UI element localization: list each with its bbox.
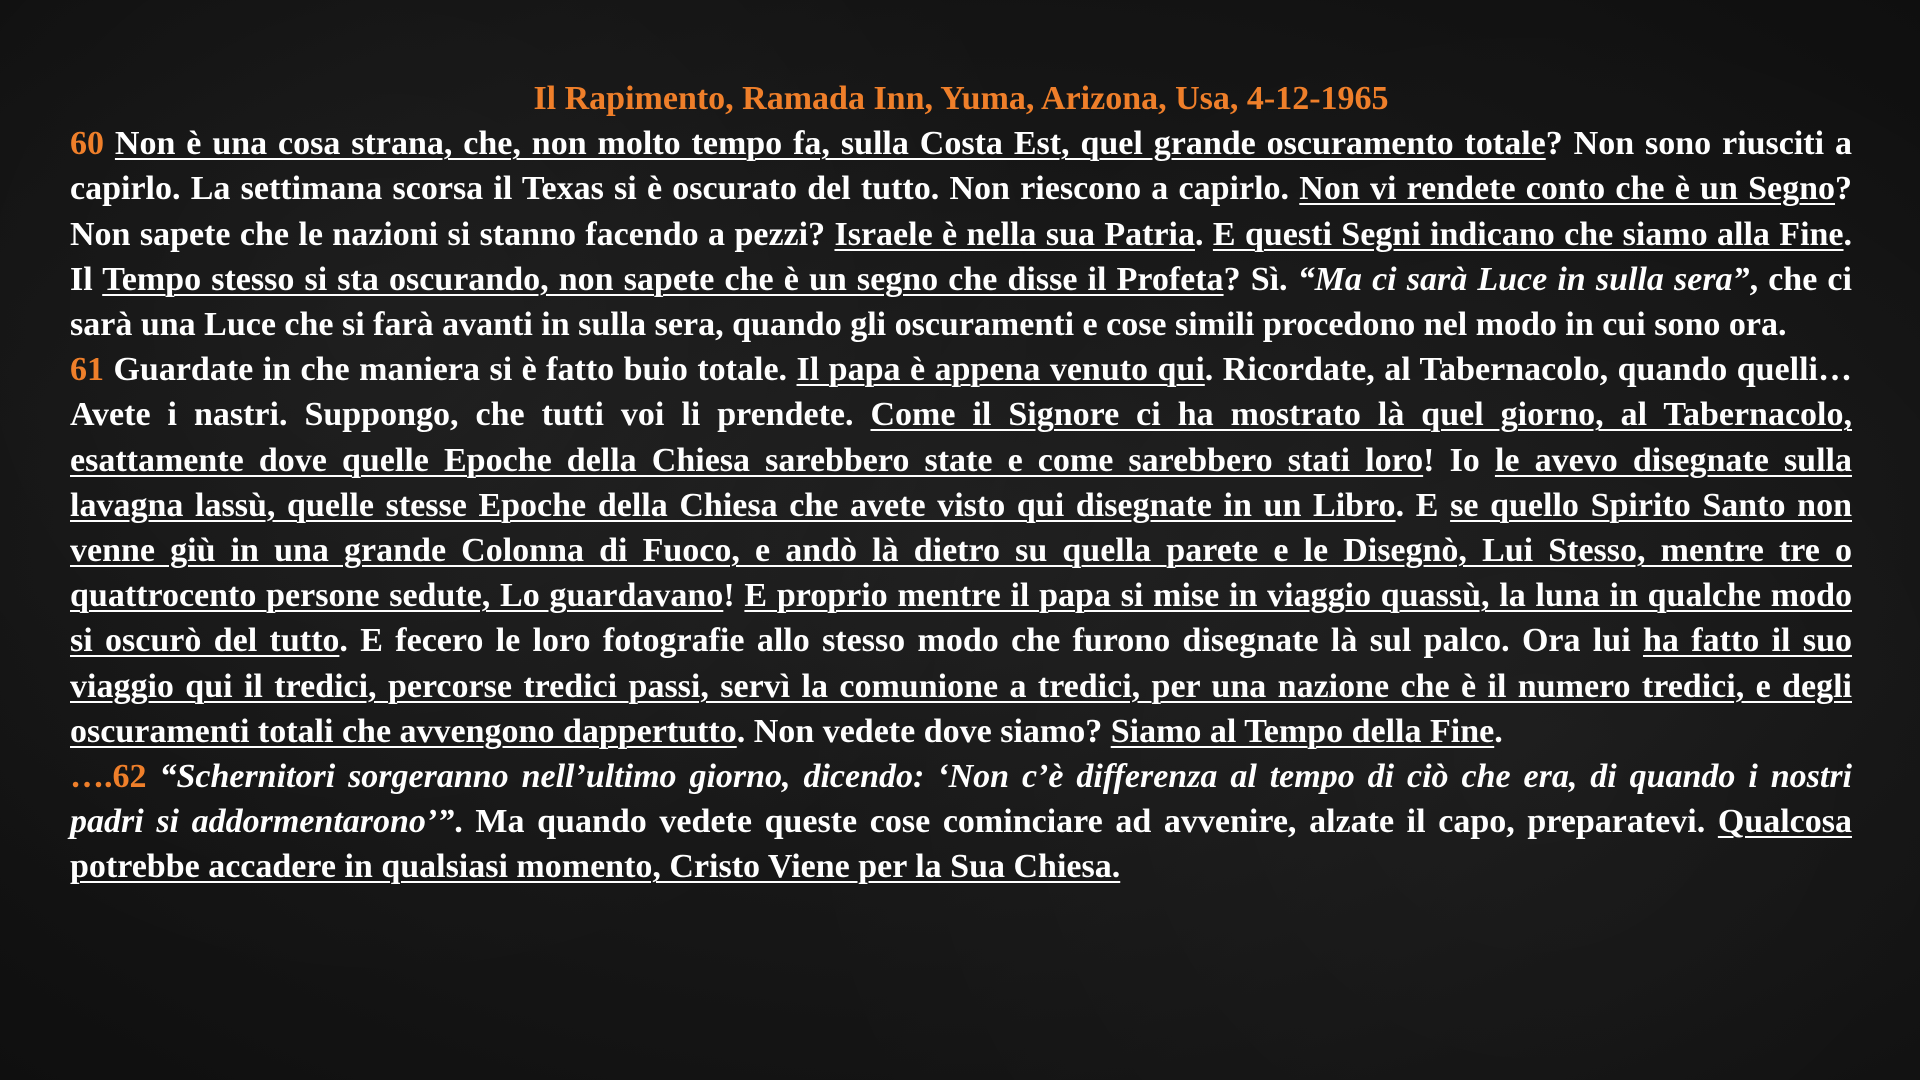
text-segment: ! Io [1423, 441, 1495, 479]
paragraph-number: ….62 [70, 758, 147, 796]
text-segment: . Non vedete dove siamo? [736, 712, 1111, 750]
text-segment: . E [1395, 486, 1451, 524]
slide [70, 76, 1852, 890]
page-title: Il Rapimento, Ramada Inn, Yuma, Arizona, Usa, 4-12-1965 [533, 80, 1389, 117]
underlined-text: Tempo stesso si sta oscurando, non sapete che è un segno che disse il Profeta [102, 260, 1224, 298]
underlined-text: E proprio mentre il papa si mise in viaggio quassù, la luna in qualche modo si oscurò del tutto [70, 577, 1852, 660]
underlined-text: se quello Spirito Santo non venne giù in una grande Colonna di Fuoco, e andò là dietro su quella parete e le Disegnò, Lui Stesso, mentre tre o quattrocento persone sedute, Lo guardavano [70, 486, 1852, 615]
underlined-text: E questi Segni indicano che siamo alla Fine [1212, 215, 1844, 253]
text-segment: Guardate in che maniera si è fatto buio totale. [113, 351, 797, 389]
paragraph [70, 121, 1852, 347]
text-segment: , che ci sarà una Luce che si farà avanti in sulla sera, quando gli oscuramenti e cose simili procedono nel modo in cui sono ora. [70, 260, 1852, 344]
text-segment: . Ricordate, al Tabernacolo, quando quelli… Avete i nastri. Suppongo, che tutti voi li prendete. [70, 351, 1852, 434]
italic-quote: “Ma ci sarà Luce in sulla sera” [1297, 260, 1750, 298]
document-body [70, 121, 1852, 889]
text-segment: ? Sì. [1223, 260, 1298, 298]
text-segment: . [1494, 712, 1503, 750]
text-segment: . [1195, 215, 1213, 253]
text-segment: ? Non sono riusciti a capirlo. La settimana scorsa il Texas si è oscurato del tutto. Non riescono a capirlo. [70, 125, 1853, 208]
underlined-text: le avevo disegnate sulla lavagna lassù, quelle stesse Epoche della Chiesa che avete visto qui disegnate in un Libro [70, 441, 1852, 524]
paragraph-number: 60 [70, 125, 104, 163]
underlined-text: Israele è nella sua Patria [834, 215, 1195, 253]
underlined-text: Non è una cosa strana, che, non molto tempo fa, sulla Costa Est, quel grande oscuramento totale [114, 125, 1546, 163]
paragraph-number: 61 [70, 351, 104, 389]
paragraph [70, 754, 1852, 890]
text-segment: . Il [70, 215, 1853, 298]
underlined-text: Qualcosa potrebbe accadere in qualsiasi momento, Cristo Viene per la Sua Chiesa. [70, 803, 1852, 886]
underlined-text: Siamo al Tempo della Fine [1110, 712, 1495, 750]
underlined-text: Non vi rendete conto che è un Segno [1299, 170, 1836, 208]
text-segment: . E fecero le loro fotografie allo stesso modo che furono disegnate là sul palco. Ora lui [339, 622, 1644, 660]
text-segment: ! [723, 577, 745, 615]
paragraph [70, 347, 1852, 754]
underlined-text: ha fatto il suo viaggio qui il tredici, percorse tredici passi, servì la comunione a tredici, per una nazione che è il numero tredici, e degli oscuramenti totali che avvengono dappertutto [70, 622, 1852, 750]
italic-quote: “Schernitori sorgeranno nell’ultimo giorno, dicendo: ‘Non c’è differenza al tempo di ciò che era, di quando i nostri padri si addormentarono’” [70, 758, 1853, 841]
underlined-text: Come il Signore ci ha mostrato là quel giorno, al Tabernacolo, esattamente dove quelle Epoche della Chiesa sarebbero state e come sarebbero stati loro [70, 396, 1853, 479]
text-segment: . Ma quando vedete queste cose cominciare ad avvenire, alzate il capo, preparatevi. [454, 803, 1718, 841]
text-segment: ? Non sapete che le nazioni si stanno facendo a pezzi? [70, 170, 1853, 253]
underlined-text: Il papa è appena venuto qui [796, 351, 1205, 389]
